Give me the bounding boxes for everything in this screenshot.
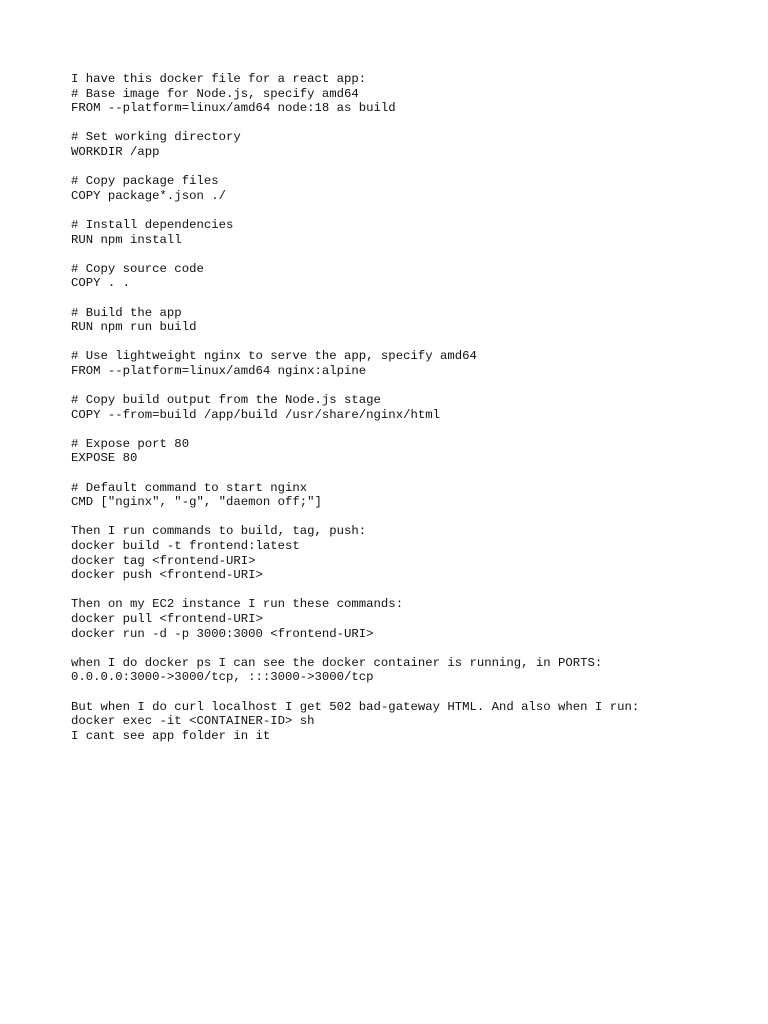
code-line: # Copy package files <box>71 174 219 189</box>
code-line: FROM --platform=linux/amd64 node:18 as build <box>71 101 396 116</box>
code-line: FROM --platform=linux/amd64 nginx:alpine <box>71 363 367 378</box>
code-line: # Set working directory <box>71 130 241 145</box>
text-block <box>71 597 751 641</box>
blank-line <box>71 583 751 598</box>
command-line: docker tag <frontend-URI> <box>71 553 256 568</box>
code-line: # Base image for Node.js, specify amd64 <box>71 86 359 101</box>
blank-line <box>71 641 751 656</box>
code-line: CMD ["nginx", "-g", "daemon off;"] <box>71 495 322 510</box>
text-line: I cant see app folder in it <box>71 728 271 743</box>
text-block <box>71 130 751 159</box>
code-line: # Default command to start nginx <box>71 480 308 495</box>
blank-line <box>71 685 751 700</box>
text-line: I have this docker file for a react app: <box>71 72 367 86</box>
text-block <box>71 72 751 116</box>
blank-line <box>71 247 751 262</box>
document-body <box>71 72 751 743</box>
command-line: docker build -t frontend:latest <box>71 539 300 553</box>
command-line: docker exec -it <CONTAINER-ID> sh <box>71 714 315 729</box>
text-block <box>71 262 751 291</box>
code-line: RUN npm install <box>71 232 182 247</box>
command-line: docker push <frontend-URI> <box>71 568 263 583</box>
blank-line <box>71 378 751 393</box>
text-block <box>71 306 751 335</box>
text-block <box>71 349 751 378</box>
text-block <box>71 481 751 510</box>
text-line: Then I run commands to build, tag, push: <box>71 524 367 539</box>
code-line: EXPOSE 80 <box>71 451 138 466</box>
text-block <box>71 218 751 247</box>
code-line: COPY --from=build /app/build /usr/share/nginx/html <box>71 407 440 422</box>
command-line: docker pull <frontend-URI> <box>71 611 263 626</box>
text-line: But when I do curl localhost I get 502 bad-gateway HTML. And also when I run: <box>71 699 640 714</box>
blank-line <box>71 116 751 131</box>
output-line: 0.0.0.0:3000->3000/tcp, :::3000->3000/tcp <box>71 670 374 685</box>
text-block <box>71 656 751 685</box>
command-line: docker run -d -p 3000:3000 <frontend-URI> <box>71 626 374 641</box>
code-line: RUN npm run build <box>71 320 197 335</box>
blank-line <box>71 203 751 218</box>
text-block <box>71 700 751 744</box>
text-line: when I do docker ps I can see the docker container is running, in PORTS: <box>71 655 603 670</box>
blank-line <box>71 291 751 306</box>
code-line: COPY package*.json ./ <box>71 188 226 203</box>
code-line: WORKDIR /app <box>71 144 160 159</box>
code-line: # Use lightweight nginx to serve the app, specify amd64 <box>71 349 477 364</box>
text-block <box>71 393 751 422</box>
text-line: Then on my EC2 instance I run these commands: <box>71 597 404 612</box>
code-line: # Copy source code <box>71 261 204 276</box>
blank-line <box>71 160 751 175</box>
code-line: # Expose port 80 <box>71 436 190 451</box>
text-block <box>71 524 751 582</box>
blank-line <box>71 510 751 525</box>
blank-line <box>71 422 751 437</box>
blank-line <box>71 335 751 350</box>
text-block <box>71 437 751 466</box>
code-line: # Copy build output from the Node.js stage <box>71 393 381 408</box>
blank-line <box>71 466 751 481</box>
code-line: # Build the app <box>71 305 182 320</box>
code-line: # Install dependencies <box>71 217 234 232</box>
text-block <box>71 174 751 203</box>
code-line: COPY . . <box>71 276 131 291</box>
